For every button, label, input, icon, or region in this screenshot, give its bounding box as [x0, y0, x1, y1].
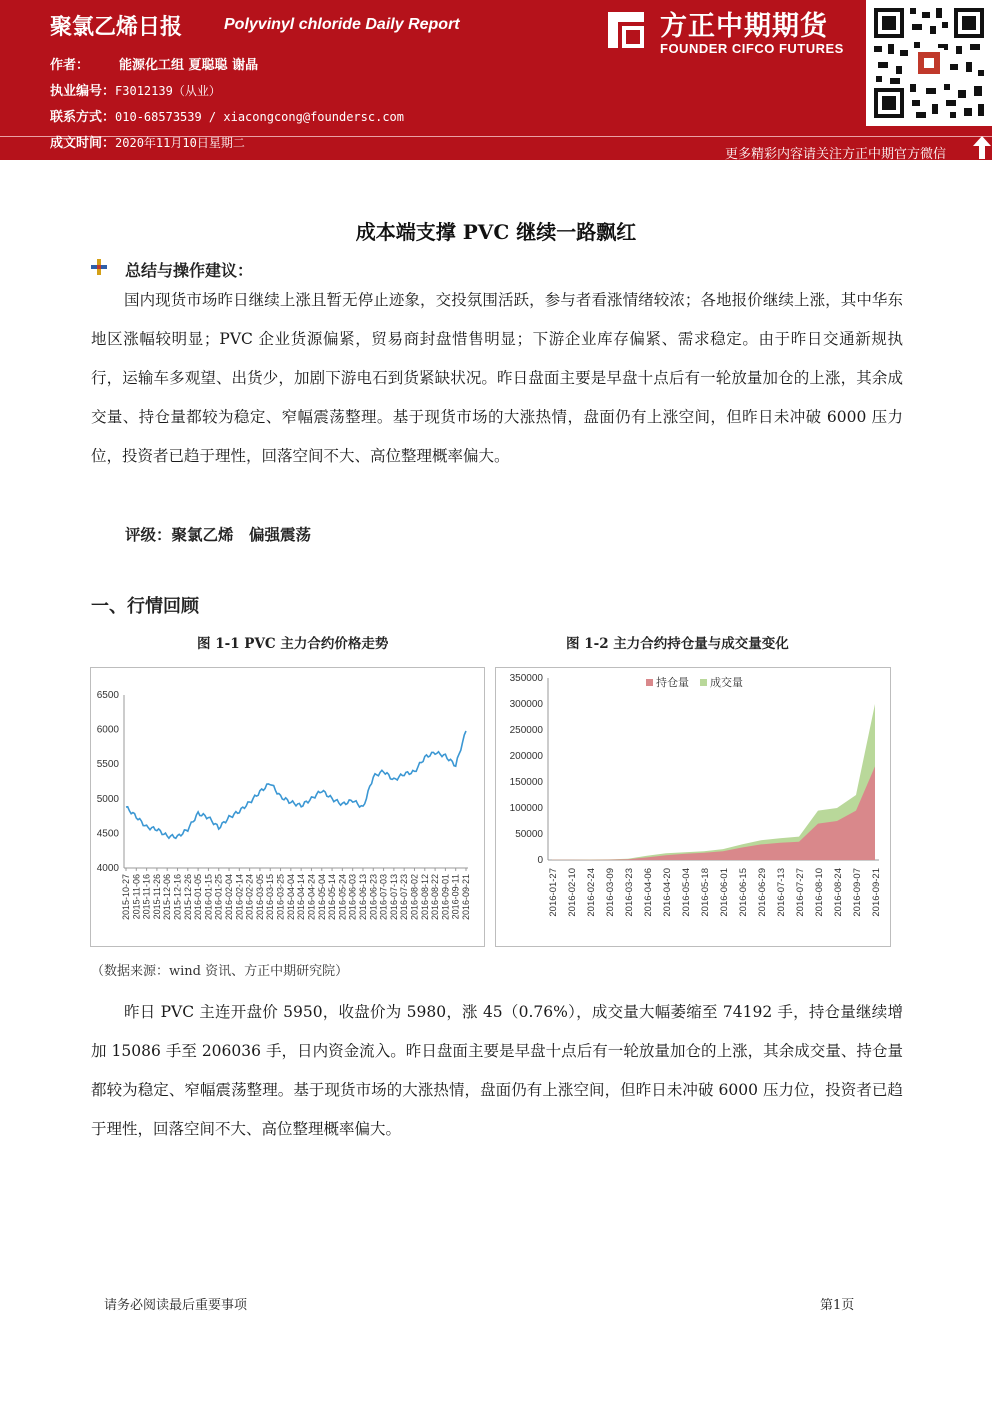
- x-tick-label: 2016-09-01: [440, 874, 451, 921]
- figure2-caption: 图 1-2 主力合约持仓量与成交量变化: [566, 636, 789, 652]
- founder-logo-icon: [604, 8, 648, 52]
- x-tick-label: 2016-08-12: [419, 874, 430, 921]
- review-paragraph: 昨日 PVC 主连开盘价 5950，收盘价为 5980，涨 45（0.76%），成交量大幅萎缩至 74192 手，持仓量继续增加 15086 手至 206036 手，日内资金流入。昨日盘面主要是早盘十点后有一轮放量加仓的上涨，其余成交量、持仓量都较为稳定、窄幅震荡整理。基于现货市场的大涨热情，盘面仍有上涨空间，但昨日未冲破 6000 压力位，投资者已趋于理性，回落空间不大、高位整理概率偏大。: [91, 1003, 903, 1138]
- x-tick-label: 2016-01-15: [203, 874, 214, 921]
- x-tick-label: 2016-09-21: [461, 874, 471, 921]
- author-label: 作者：: [50, 58, 90, 73]
- volume-chart-frame: [495, 667, 891, 947]
- x-tick-label: 2015-12-26: [182, 874, 193, 921]
- x-tick-label: 2016-08-24: [833, 868, 844, 917]
- summary-paragraph: 国内现货市场昨日继续上涨且暂无停止迹象，交投氛围活跃，参与者看涨情绪较浓；各地报价继续上涨，其中华东地区涨幅较明显；PVC 企业货源偏紧，贸易商封盘惜售明显；下游企业库存偏紧、需求稳定。由于昨日交通新规执行，运输车多观望、出货少，加剧下游电石到货紧缺状况。昨日盘面主要是早盘十点后有一轮放量加仓的上涨，其余成交量、持仓量都较为稳定、窄幅震荡整理。基于现货市场的大涨热情，盘面仍有上涨空间，但昨日未冲破 6000 压力位，投资者已趋于理性，回落空间不大、高位整理概率偏大。: [91, 291, 903, 465]
- price-chart-frame: [90, 667, 485, 947]
- license-value: F3012139（从业）: [115, 84, 221, 98]
- legend-label: 成交量: [710, 677, 743, 689]
- source-note: （数据来源：wind 资讯、方正中期研究院）: [91, 964, 349, 979]
- x-tick-label: 2016-09-07: [852, 868, 863, 917]
- y-tick-label: 300000: [509, 699, 543, 710]
- x-tick-label: 2016-01-27: [548, 868, 559, 917]
- x-tick-label: 2016-02-04: [224, 874, 235, 921]
- x-tick-label: 2016-08-10: [814, 868, 825, 917]
- x-tick-label: 2016-02-10: [567, 868, 578, 917]
- brand-name-en: FOUNDER CIFCO FUTURES: [660, 41, 844, 56]
- report-title: 聚氯乙烯日报: [50, 15, 183, 40]
- y-tick-label: 350000: [509, 673, 543, 684]
- x-tick-label: 2015-11-06: [131, 874, 142, 920]
- footer-notice: 请务必阅读最后重要事项: [104, 1298, 248, 1313]
- y-tick-label: 4000: [96, 863, 119, 874]
- date-line: [50, 132, 245, 151]
- y-tick-label: 0: [537, 855, 543, 866]
- x-tick-label: 2016-09-11: [450, 874, 461, 920]
- date-label: 成文时间：: [50, 136, 116, 151]
- x-tick-label: 2016-07-23: [399, 874, 410, 921]
- x-tick-label: 2016-08-02: [409, 874, 420, 921]
- x-tick-label: 2015-11-16: [141, 874, 152, 920]
- position-volume-chart: [496, 668, 890, 946]
- x-tick-label: 2016-07-13: [776, 868, 787, 917]
- x-tick-label: 2016-05-18: [700, 868, 711, 917]
- license-label: 执业编号：: [50, 84, 116, 99]
- x-tick-label: 2016-04-04: [285, 874, 296, 921]
- price-chart: [91, 668, 484, 946]
- wechat-qr-code[interactable]: [866, 0, 992, 126]
- x-tick-label: 2016-03-05: [254, 874, 265, 921]
- document-title: 成本端支撑 PVC 继续一路飘红: [355, 220, 637, 244]
- x-tick-label: 2016-03-15: [265, 874, 276, 921]
- brand-name-cn: 方正中期期货: [660, 11, 828, 42]
- contact-label: 联系方式：: [50, 110, 116, 125]
- x-tick-label: 2016-04-06: [643, 868, 654, 917]
- x-tick-label: 2016-07-27: [795, 868, 806, 917]
- x-tick-label: 2016-05-24: [337, 874, 348, 921]
- x-tick-label: 2016-04-20: [662, 868, 673, 917]
- y-tick-label: 50000: [515, 829, 543, 840]
- y-tick-label: 150000: [509, 777, 543, 788]
- x-tick-label: 2016-04-14: [296, 874, 307, 921]
- x-tick-label: 2016-03-23: [624, 868, 635, 917]
- y-tick-label: 4500: [96, 828, 119, 840]
- rating-line: 评级：聚氯乙烯 偏强震荡: [125, 525, 312, 544]
- x-tick-label: 2016-06-15: [738, 868, 749, 917]
- y-tick-label: 5000: [96, 793, 119, 805]
- y-tick-label: 200000: [509, 751, 543, 762]
- arrow-up-icon: [972, 134, 992, 160]
- x-tick-label: 2016-07-03: [378, 874, 389, 921]
- x-tick-label: 2016-03-09: [605, 868, 616, 917]
- contact-line: [50, 106, 404, 125]
- x-tick-label: 2016-05-04: [316, 874, 327, 921]
- report-subtitle: Polyvinyl chloride Daily Report: [224, 16, 460, 33]
- x-tick-label: 2015-10-27: [121, 874, 131, 921]
- x-tick-label: 2016-05-04: [681, 868, 692, 917]
- summary-heading: 总结与操作建议：: [125, 261, 254, 280]
- date-value: 2020年11月10日星期二: [115, 136, 245, 150]
- x-tick-label: 2016-06-29: [757, 868, 768, 917]
- x-tick-label: 2016-06-13: [357, 874, 368, 921]
- x-tick-label: 2016-08-22: [430, 874, 441, 921]
- x-tick-label: 2016-01-25: [213, 874, 224, 921]
- x-tick-label: 2016-09-21: [871, 868, 882, 917]
- x-tick-label: 2016-02-24: [244, 874, 255, 921]
- y-tick-label: 100000: [509, 803, 543, 814]
- author-value: 能源化工组 夏聪聪 谢晶: [119, 58, 259, 73]
- y-tick-label: 6500: [96, 690, 119, 701]
- author-line: [50, 54, 258, 73]
- legend-swatch: [700, 679, 707, 686]
- y-tick-label: 6000: [96, 724, 119, 736]
- x-tick-label: 2015-12-06: [162, 874, 173, 921]
- diamond-bullet-icon: [91, 259, 107, 275]
- price-series-line: [126, 731, 466, 838]
- legend-label: 持仓量: [656, 677, 689, 689]
- x-tick-label: 2016-07-13: [388, 874, 399, 921]
- x-tick-label: 2016-01-05: [193, 874, 204, 921]
- contact-value: 010-68573539 / xiacongcong@foundersc.com: [115, 110, 404, 124]
- x-tick-label: 2015-11-26: [151, 874, 162, 920]
- wechat-follow-text: 更多精彩内容请关注方正中期官方微信: [725, 147, 947, 162]
- figure1-caption: 图 1-1 PVC 主力合约价格走势: [197, 636, 389, 652]
- x-tick-label: 2016-04-24: [306, 874, 317, 921]
- x-tick-label: 2016-03-25: [275, 874, 286, 921]
- x-tick-label: 2015-12-16: [172, 874, 183, 921]
- x-tick-label: 2016-02-14: [234, 874, 245, 921]
- x-tick-label: 2016-06-23: [368, 874, 379, 921]
- y-tick-label: 5500: [96, 759, 119, 771]
- x-tick-label: 2016-06-01: [719, 868, 730, 917]
- y-tick-label: 250000: [509, 725, 543, 736]
- x-tick-label: 2016-06-03: [347, 874, 358, 921]
- page-number: 第1页: [820, 1298, 855, 1313]
- legend-swatch: [646, 679, 653, 686]
- license-line: [50, 80, 221, 99]
- x-tick-label: 2016-02-24: [586, 868, 597, 917]
- section-heading: 一、行情回顾: [91, 596, 199, 617]
- x-tick-label: 2016-05-14: [327, 874, 338, 921]
- qr-code-icon: [866, 0, 992, 126]
